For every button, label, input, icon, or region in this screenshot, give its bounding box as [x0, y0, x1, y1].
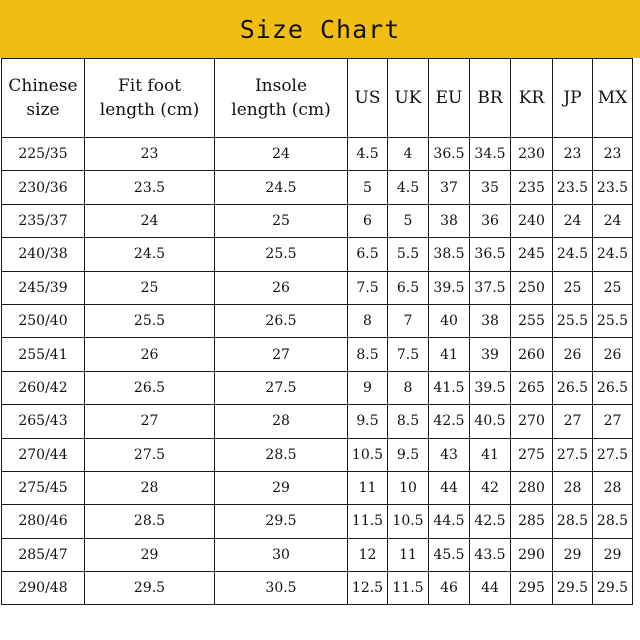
cell-fit-foot-length: 23.5: [85, 171, 215, 204]
cell-chinese-size: 285/47: [2, 538, 85, 571]
cell-eu: 42.5: [429, 405, 470, 438]
cell-chinese-size: 230/36: [2, 171, 85, 204]
cell-chinese-size: 245/39: [2, 271, 85, 304]
cell-fit-foot-length: 27: [85, 405, 215, 438]
cell-kr: 285: [511, 505, 553, 538]
cell-mx: 23: [593, 138, 633, 171]
cell-eu: 46: [429, 572, 470, 605]
cell-us: 12.5: [348, 572, 388, 605]
table-header-row: [2, 59, 638, 138]
cell-br: 36: [470, 204, 511, 237]
cell-jp: 29.5: [553, 572, 593, 605]
header-insole-line1: Insole: [254, 76, 308, 96]
cell-chinese-size: 290/48: [2, 572, 85, 605]
cell-eu: 44.5: [429, 505, 470, 538]
cell-us: 8: [348, 304, 388, 337]
cell-mx: 27: [593, 405, 633, 438]
cell-fit-foot-length: 24: [85, 204, 215, 237]
table-row: [2, 438, 638, 471]
cell-eu: 44: [429, 471, 470, 504]
page-title: Size Chart: [239, 14, 401, 44]
cell-us: 9.5: [348, 405, 388, 438]
cell-insole-length: 24.5: [215, 171, 348, 204]
table-row: [2, 371, 638, 404]
header-uk: UK: [388, 59, 429, 138]
cell-us: 11.5: [348, 505, 388, 538]
cell-kr: 295: [511, 572, 553, 605]
cell-br: 40.5: [470, 405, 511, 438]
cell-us: 12: [348, 538, 388, 571]
cell-insole-length: 26: [215, 271, 348, 304]
cell-kr: 260: [511, 338, 553, 371]
cell-mx: 28.5: [593, 505, 633, 538]
cell-jp: 29: [553, 538, 593, 571]
cell-chinese-size: 280/46: [2, 505, 85, 538]
cell-uk: 10: [388, 471, 429, 504]
table-row: [2, 338, 638, 371]
cell-insole-length: 24: [215, 138, 348, 171]
header-br: BR: [470, 59, 511, 138]
cell-uk: 8.5: [388, 405, 429, 438]
cell-eu: 40: [429, 304, 470, 337]
cell-us: 5: [348, 171, 388, 204]
cell-chinese-size: 265/43: [2, 405, 85, 438]
table-row: [2, 138, 638, 171]
cell-jp: 27: [553, 405, 593, 438]
cell-br: 43.5: [470, 538, 511, 571]
cell-br: 39.5: [470, 371, 511, 404]
cell-chinese-size: 260/42: [2, 371, 85, 404]
cell-mx: 24: [593, 204, 633, 237]
cell-kr: 270: [511, 405, 553, 438]
header-kr: KR: [511, 59, 553, 138]
cell-mx: 28: [593, 471, 633, 504]
cell-mx: 29: [593, 538, 633, 571]
cell-insole-length: 30.5: [215, 572, 348, 605]
cell-insole-length: 28.5: [215, 438, 348, 471]
cell-eu: 38: [429, 204, 470, 237]
cell-mx: 26.5: [593, 371, 633, 404]
header-fit-foot-length: [85, 59, 215, 138]
cell-insole-length: 27: [215, 338, 348, 371]
cell-eu: 39.5: [429, 271, 470, 304]
cell-uk: 11: [388, 538, 429, 571]
cell-uk: 5.5: [388, 238, 429, 271]
cell-jp: 28: [553, 471, 593, 504]
size-chart-table: [1, 58, 638, 605]
cell-uk: 4: [388, 138, 429, 171]
cell-br: 36.5: [470, 238, 511, 271]
cell-fit-foot-length: 25.5: [85, 304, 215, 337]
header-eu: EU: [429, 59, 470, 138]
cell-chinese-size: 225/35: [2, 138, 85, 171]
cell-kr: 240: [511, 204, 553, 237]
cell-br: 37.5: [470, 271, 511, 304]
table-row: [2, 538, 638, 571]
cell-br: 39: [470, 338, 511, 371]
cell-jp: 24.5: [553, 238, 593, 271]
cell-insole-length: 30: [215, 538, 348, 571]
cell-mx: 26: [593, 338, 633, 371]
cell-us: 7.5: [348, 271, 388, 304]
cell-uk: 8: [388, 371, 429, 404]
cell-eu: 41.5: [429, 371, 470, 404]
cell-fit-foot-length: 24.5: [85, 238, 215, 271]
cell-uk: 10.5: [388, 505, 429, 538]
cell-fit-foot-length: 26: [85, 338, 215, 371]
table-body: [2, 138, 638, 605]
header-fit-foot-line1: Fit foot: [117, 76, 182, 96]
cell-kr: 255: [511, 304, 553, 337]
cell-fit-foot-length: 25: [85, 271, 215, 304]
cell-us: 6.5: [348, 238, 388, 271]
cell-us: 11: [348, 471, 388, 504]
cell-br: 42.5: [470, 505, 511, 538]
cell-insole-length: 29: [215, 471, 348, 504]
cell-chinese-size: 275/45: [2, 471, 85, 504]
cell-uk: 4.5: [388, 171, 429, 204]
table-row: [2, 304, 638, 337]
cell-eu: 45.5: [429, 538, 470, 571]
cell-kr: 290: [511, 538, 553, 571]
header-insole-line2: length (cm): [231, 100, 331, 120]
header-mx: MX: [593, 59, 633, 138]
cell-br: 44: [470, 572, 511, 605]
header-us: US: [348, 59, 388, 138]
table-row: [2, 572, 638, 605]
cell-us: 10.5: [348, 438, 388, 471]
cell-us: 9: [348, 371, 388, 404]
cell-mx: 23.5: [593, 171, 633, 204]
title-banner: [0, 0, 640, 58]
cell-kr: 230: [511, 138, 553, 171]
cell-jp: 23.5: [553, 171, 593, 204]
cell-eu: 37: [429, 171, 470, 204]
cell-br: 34.5: [470, 138, 511, 171]
cell-insole-length: 28: [215, 405, 348, 438]
cell-kr: 250: [511, 271, 553, 304]
cell-uk: 6.5: [388, 271, 429, 304]
cell-jp: 23: [553, 138, 593, 171]
cell-kr: 235: [511, 171, 553, 204]
header-chinese-size-line2: size: [26, 100, 60, 120]
cell-chinese-size: 270/44: [2, 438, 85, 471]
cell-us: 4.5: [348, 138, 388, 171]
cell-uk: 5: [388, 204, 429, 237]
cell-br: 38: [470, 304, 511, 337]
cell-chinese-size: 235/37: [2, 204, 85, 237]
cell-jp: 25.5: [553, 304, 593, 337]
cell-kr: 275: [511, 438, 553, 471]
cell-br: 41: [470, 438, 511, 471]
cell-mx: 29.5: [593, 572, 633, 605]
cell-insole-length: 26.5: [215, 304, 348, 337]
header-chinese-size: [2, 59, 85, 138]
cell-mx: 25.5: [593, 304, 633, 337]
cell-fit-foot-length: 23: [85, 138, 215, 171]
cell-jp: 26: [553, 338, 593, 371]
cell-uk: 7.5: [388, 338, 429, 371]
cell-jp: 24: [553, 204, 593, 237]
table-row: [2, 471, 638, 504]
cell-uk: 11.5: [388, 572, 429, 605]
cell-br: 35: [470, 171, 511, 204]
cell-mx: 25: [593, 271, 633, 304]
cell-insole-length: 25: [215, 204, 348, 237]
table-row: [2, 171, 638, 204]
cell-chinese-size: 240/38: [2, 238, 85, 271]
cell-jp: 27.5: [553, 438, 593, 471]
cell-chinese-size: 250/40: [2, 304, 85, 337]
cell-uk: 7: [388, 304, 429, 337]
cell-eu: 36.5: [429, 138, 470, 171]
cell-br: 42: [470, 471, 511, 504]
cell-us: 6: [348, 204, 388, 237]
cell-fit-foot-length: 28: [85, 471, 215, 504]
cell-eu: 41: [429, 338, 470, 371]
cell-eu: 43: [429, 438, 470, 471]
cell-insole-length: 25.5: [215, 238, 348, 271]
table-row: [2, 204, 638, 237]
cell-jp: 28.5: [553, 505, 593, 538]
cell-mx: 27.5: [593, 438, 633, 471]
cell-fit-foot-length: 29: [85, 538, 215, 571]
cell-insole-length: 29.5: [215, 505, 348, 538]
cell-chinese-size: 255/41: [2, 338, 85, 371]
cell-kr: 245: [511, 238, 553, 271]
cell-fit-foot-length: 26.5: [85, 371, 215, 404]
cell-kr: 280: [511, 471, 553, 504]
header-jp: JP: [553, 59, 593, 138]
table-row: [2, 405, 638, 438]
cell-uk: 9.5: [388, 438, 429, 471]
cell-fit-foot-length: 27.5: [85, 438, 215, 471]
cell-insole-length: 27.5: [215, 371, 348, 404]
cell-fit-foot-length: 29.5: [85, 572, 215, 605]
table-row: [2, 271, 638, 304]
table-row: [2, 238, 638, 271]
table-row: [2, 505, 638, 538]
header-fit-foot-line2: length (cm): [99, 100, 200, 120]
header-chinese-size-line1: Chinese: [8, 76, 78, 96]
cell-jp: 26.5: [553, 371, 593, 404]
cell-jp: 25: [553, 271, 593, 304]
cell-eu: 38.5: [429, 238, 470, 271]
cell-us: 8.5: [348, 338, 388, 371]
header-insole-length: [215, 59, 348, 138]
cell-fit-foot-length: 28.5: [85, 505, 215, 538]
cell-kr: 265: [511, 371, 553, 404]
cell-mx: 24.5: [593, 238, 633, 271]
